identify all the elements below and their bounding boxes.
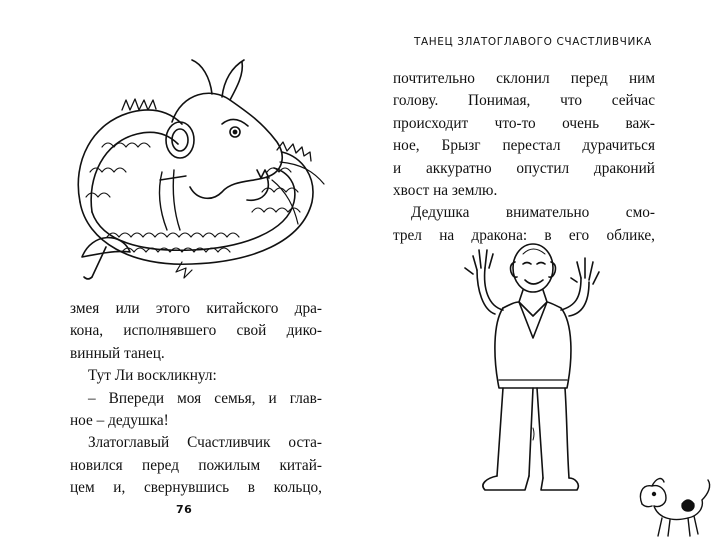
- text-line: ное – дедушка!: [70, 412, 169, 430]
- text-line: трел на дракона: в его облике,: [393, 226, 655, 244]
- text-line: Златоглавый Счастливчик оста-: [88, 434, 322, 452]
- dog-illustration: [632, 474, 718, 542]
- text-line: винный танец.: [70, 344, 165, 362]
- text-line: змея или этого китайского дра-: [70, 300, 322, 317]
- grandfather-illustration: [463, 228, 601, 498]
- text-line: кона, исполнявшего свой дико-: [70, 322, 322, 340]
- text-line: ное, Брызг перестал дурачиться: [393, 137, 655, 155]
- page-number: 76: [176, 503, 193, 516]
- text-line: и аккуратно опустил драконий: [393, 159, 655, 177]
- text-line: цем и, свернувшись в кольцо,: [70, 479, 322, 497]
- left-page-text: [70, 298, 322, 500]
- text-line: голову. Понимая, что сейчас: [393, 92, 655, 110]
- running-head: ТАНЕЦ ЗЛАТОГЛАВОГО СЧАСТЛИВЧИКА: [414, 36, 652, 48]
- text-line: Дедушка внимательно смо-: [411, 204, 655, 222]
- text-line: Тут Ли воскликнул:: [88, 367, 217, 385]
- right-page-text: [393, 68, 655, 247]
- text-line: почтительно склонил перед ним: [393, 70, 655, 87]
- text-line: происходит что-то очень важ-: [393, 114, 655, 132]
- dragon-illustration: [62, 52, 332, 290]
- text-line: – Впереди моя семья, и глав-: [88, 389, 322, 407]
- text-line: хвост на землю.: [393, 182, 498, 200]
- text-line: новился перед пожилым китай-: [70, 456, 322, 474]
